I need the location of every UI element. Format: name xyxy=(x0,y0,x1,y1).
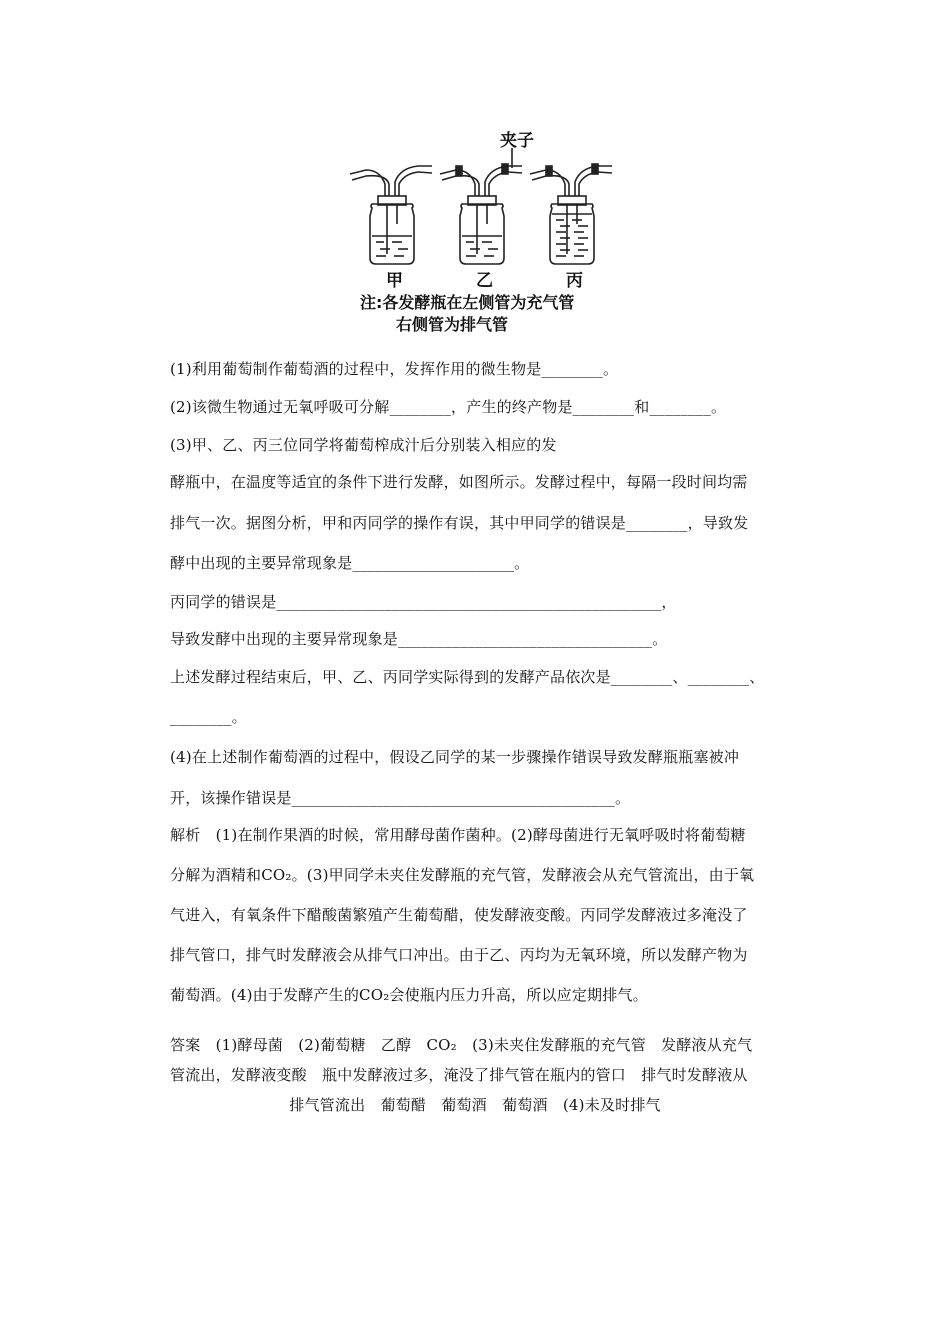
question-line: 排气一次。据图分析，甲和丙同学的操作有误，其中甲同学的错误是________，导致发 xyxy=(170,514,749,532)
question-line: 开，该操作错误是__________________________________________。 xyxy=(170,789,631,807)
question-line: 酵中出现的主要异常现象是_____________________。 xyxy=(170,554,530,572)
analysis-line: 排气管口，排气时发酵液会从排气口冲出。由于乙、丙均为无氧环境，所以发酵产物为 xyxy=(170,946,748,964)
bottle-label-yi: 乙 xyxy=(476,271,493,291)
question-line: ________。 xyxy=(170,708,247,726)
question-line: 上述发酵过程结束后，甲、乙、丙同学实际得到的发酵产品依次是________、________、 xyxy=(170,668,765,686)
figure-note-line1: 注:各发酵瓶在左侧管为充气管 xyxy=(360,293,575,312)
bottle-jia xyxy=(350,166,432,264)
analysis-line: 解析 (1)在制作果酒的时候，常用酵母菌作菌种。(2)酵母菌进行无氧呼吸时将葡萄糖 xyxy=(170,826,746,844)
fermentation-bottles-figure xyxy=(340,118,640,333)
bottle-label-jia: 甲 xyxy=(386,271,403,291)
question-line: 导致发酵中出现的主要异常现象是_________________________________。 xyxy=(170,630,668,648)
answer-line: 排气管流出 葡萄醋 葡萄酒 葡萄酒 (4)未及时排气 xyxy=(289,1096,661,1114)
clip-label: 夹子 xyxy=(500,131,534,151)
figure-note-line2: 右侧管为排气管 xyxy=(396,315,509,334)
analysis-line: 葡萄酒。(4)由于发酵产生的CO₂会使瓶内压力升高，所以应定期排气。 xyxy=(170,986,648,1004)
analysis-line: 气进入，有氧条件下醋酸菌繁殖产生葡萄醋，使发酵液变酸。丙同学发酵液过多淹没了 xyxy=(170,906,748,924)
question-line: (3)甲、乙、丙三位同学将葡萄榨成汁后分别装入相应的发 xyxy=(170,436,557,454)
answer-line: 答案 (1)酵母菌 (2)葡萄糖 乙醇 CO₂ (3)未夹住发酵瓶的充气管 发酵液从充气 xyxy=(170,1036,753,1054)
answer-line: 管流出，发酵液变酸 瓶中发酵液过多，淹没了排气管在瓶内的管口 排气时发酵液从 xyxy=(170,1066,748,1084)
bottle-label-bing: 丙 xyxy=(566,271,583,291)
question-line: (2)该微生物通过无氧呼吸可分解________，产生的终产物是________和________。 xyxy=(170,398,727,416)
bottle-yi xyxy=(440,164,522,264)
question-line: (1)利用葡萄制作葡萄酒的过程中，发挥作用的微生物是________。 xyxy=(170,360,619,378)
question-line: (4)在上述制作葡萄酒的过程中，假设乙同学的某一步骤操作错误导致发酵瓶瓶塞被冲 xyxy=(170,748,740,766)
bottle-bing xyxy=(530,164,612,264)
analysis-line: 分解为酒精和CO₂。(3)甲同学未夹住发酵瓶的充气管，发酵液会从充气管流出，由于氧 xyxy=(170,866,755,884)
question-line: 酵瓶中，在温度等适宜的条件下进行发酵，如图所示。发酵过程中，每隔一段时间均需 xyxy=(170,473,748,491)
question-line: 丙同学的错误是__________________________________________________， xyxy=(170,593,677,611)
